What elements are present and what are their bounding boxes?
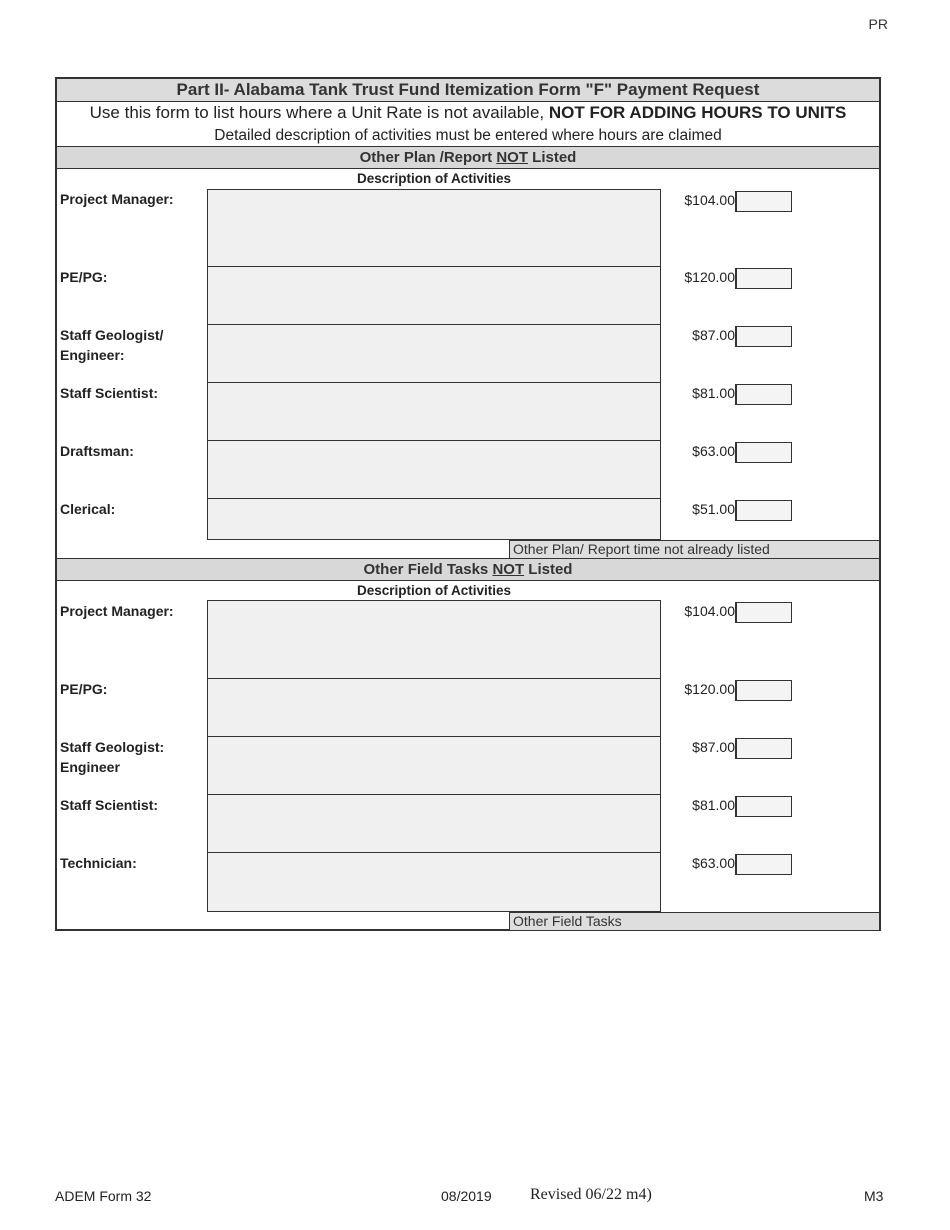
rate-label: $87.00 bbox=[692, 739, 735, 755]
rate-label: $51.00 bbox=[692, 501, 735, 517]
description-field[interactable] bbox=[207, 440, 661, 500]
description-field[interactable] bbox=[207, 678, 661, 738]
instruction-bold: NOT FOR ADDING HOURS TO UNITS bbox=[548, 103, 847, 122]
role-label: Technician: bbox=[60, 855, 137, 871]
description-field[interactable] bbox=[207, 324, 661, 384]
hours-input[interactable] bbox=[735, 384, 792, 405]
role-label: Staff Scientist: bbox=[60, 385, 159, 401]
footer-form-name: ADEM Form 32 bbox=[55, 1188, 152, 1204]
rate-label: $63.00 bbox=[692, 855, 735, 871]
description-field[interactable] bbox=[207, 794, 661, 854]
section1-description-header: Description of Activities bbox=[356, 171, 512, 186]
footer-page-code: M3 bbox=[864, 1188, 884, 1204]
form-title: Part II- Alabama Tank Trust Fund Itemization Form "F" Payment Request bbox=[57, 79, 879, 102]
hours-input[interactable] bbox=[735, 268, 792, 289]
corner-label: PR bbox=[868, 16, 888, 32]
role-label: Clerical: bbox=[60, 501, 116, 517]
rate-label: $63.00 bbox=[692, 443, 735, 459]
rate-label: $120.00 bbox=[684, 681, 735, 697]
rate-label: $81.00 bbox=[692, 797, 735, 813]
role-label: Draftsman: bbox=[60, 443, 134, 459]
footer-revised: Revised 06/22 m4) bbox=[530, 1186, 652, 1203]
section2-title: Other Field Tasks NOT Listed bbox=[57, 558, 879, 581]
hours-input[interactable] bbox=[735, 500, 792, 521]
role-label: PE/PG: bbox=[60, 681, 108, 697]
description-field[interactable] bbox=[207, 382, 661, 442]
role-label: Project Manager: bbox=[60, 191, 174, 207]
itemization-form bbox=[55, 77, 881, 931]
role-label: Project Manager: bbox=[60, 603, 174, 619]
role-label: Staff Geologist/ Engineer: bbox=[60, 327, 164, 363]
rate-label: $87.00 bbox=[692, 327, 735, 343]
description-field[interactable] bbox=[207, 600, 661, 680]
description-field[interactable] bbox=[207, 266, 661, 326]
section2-description-header: Description of Activities bbox=[356, 583, 512, 598]
description-field[interactable] bbox=[207, 498, 661, 540]
description-field[interactable] bbox=[207, 736, 661, 796]
section1-title: Other Plan /Report NOT Listed bbox=[57, 146, 879, 169]
role-label: Staff Geologist: Engineer bbox=[60, 739, 165, 775]
description-field[interactable] bbox=[207, 852, 661, 912]
role-label: PE/PG: bbox=[60, 269, 108, 285]
hours-input[interactable] bbox=[735, 326, 792, 347]
section2-subtotal-field[interactable]: Other Field Tasks bbox=[509, 912, 879, 931]
footer-date: 08/2019 bbox=[441, 1188, 492, 1204]
hours-input[interactable] bbox=[735, 602, 792, 623]
form-instruction bbox=[57, 103, 879, 123]
hours-input[interactable] bbox=[735, 854, 792, 875]
hours-input[interactable] bbox=[735, 796, 792, 817]
hours-input[interactable] bbox=[735, 680, 792, 701]
hours-input[interactable] bbox=[735, 738, 792, 759]
description-field[interactable] bbox=[207, 189, 661, 268]
rate-label: $81.00 bbox=[692, 385, 735, 401]
rate-label: $104.00 bbox=[684, 603, 735, 619]
hours-input[interactable] bbox=[735, 442, 792, 463]
rate-label: $104.00 bbox=[684, 192, 735, 208]
hours-input[interactable] bbox=[735, 191, 792, 212]
form-instruction-detail: Detailed description of activities must be entered where hours are claimed bbox=[214, 127, 722, 144]
rate-label: $120.00 bbox=[684, 269, 735, 285]
instruction-normal: Use this form to list hours where a Unit Rate is not available, bbox=[89, 103, 549, 122]
role-label: Staff Scientist: bbox=[60, 797, 159, 813]
section1-subtotal-field[interactable]: Other Plan/ Report time not already listed bbox=[509, 540, 879, 559]
